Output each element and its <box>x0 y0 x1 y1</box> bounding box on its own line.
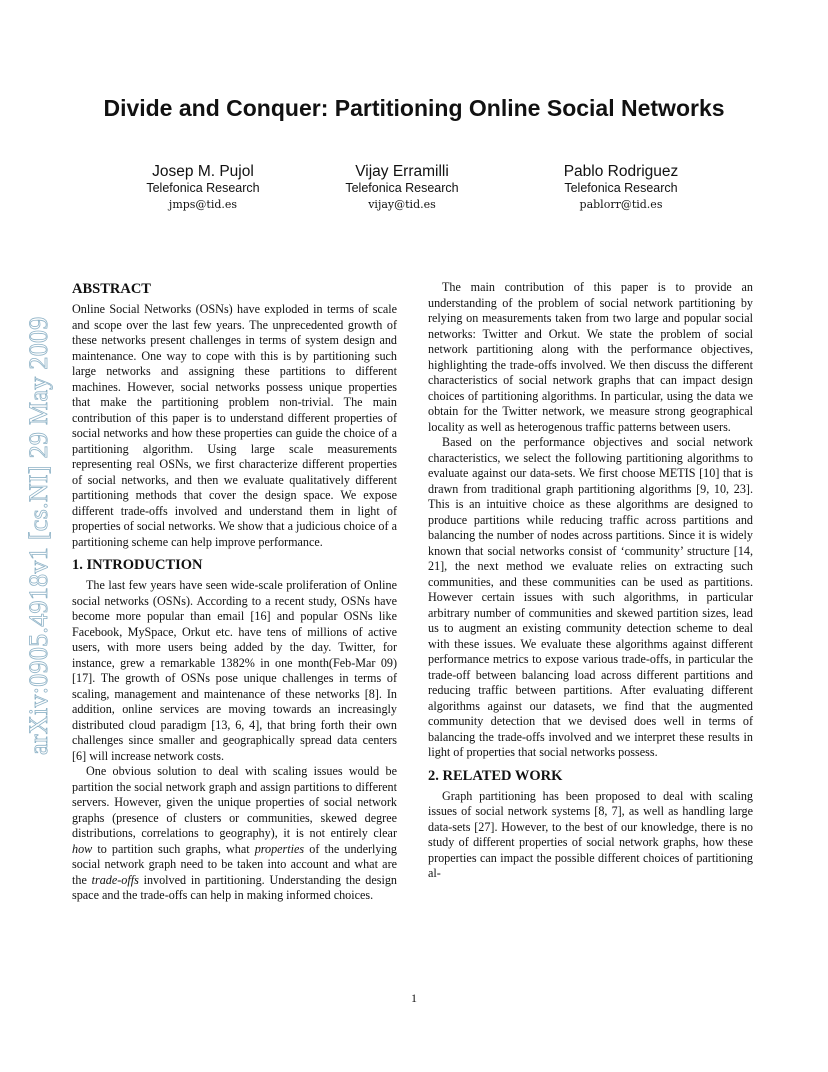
abstract-heading: ABSTRACT <box>72 281 151 297</box>
author-email: jmps@tid.es <box>168 198 238 211</box>
author-affiliation: Telefonica Research <box>564 181 678 195</box>
page-number: 1 <box>411 991 417 1005</box>
author-1 <box>93 162 313 213</box>
author-name: Vijay Erramilli <box>355 163 449 180</box>
intro-paragraph-4: Based on the performance objectives and social network characteristics, we select the following partitioning algorithms to evaluate against our data-sets. We first choose METIS [10] that is drawn from traditional graph partitioning algorithms [9, 10, 23]. This is an intuitive choice as these algorithms are designed to produce partitions while reducing traffic across partitions and balancing the number of nodes across partitions. Since it is widely known that social networks consist of ‘community’ structure [14, 21], the next method we evaluate relies on extracting such communities, and these communities can be used as partitions. However certain issues with such algorithms, in particular arbitrary number of communities and skewed partition sizes, lead us to augment an existing community detection scheme to deal with these issues. We evaluate these algorithms against different performance metrics to expose various trade-offs, in particular the trade-off between balancing load across different partitions and reducing traffic between partitions. After evaluating different algorithms against our datasets, we find that the augmented community detection that we devised does well in terms of balancing the trade-offs involved and we interpret these results in light of properties that social networks possess. <box>428 435 753 759</box>
author-affiliation: Telefonica Research <box>146 181 260 195</box>
left-column <box>72 280 397 904</box>
introduction-heading: 1. INTRODUCTION <box>72 557 203 573</box>
author-email: pablorr@tid.es <box>579 198 663 211</box>
related-work-heading: 2. RELATED WORK <box>428 767 563 784</box>
paper-title: Divide and Conquer: Partitioning Online Social Networks <box>103 95 725 121</box>
arxiv-stamp: arXiv:0905.4918v1 [cs.NI] 29 May 2009 <box>24 316 53 755</box>
author-3 <box>511 162 731 213</box>
intro-paragraph-1: The last few years have seen wide-scale proliferation of Online social networks (OSNs). According to a recent study, OSNs have become more popular than email [16] and popular OSNs like Facebook, MySpace, Orkut etc. have tens of millions of active users, with more users being added by the day. Twitter, for instance, grew a remarkable 1382% in one month(Feb-Mar 09) [17]. The growth of OSNs pose unique challenges in terms of scaling, management and maintenance of these networks [8]. In addition, online services are moving towards an increasingly distributed cloud paradigm [13, 6, 4], that bring forth their own challenges since smaller and geographically spread data centers [6] will increase network costs. <box>72 578 397 763</box>
author-email: vijay@tid.es <box>368 198 436 211</box>
abstract-text: Online Social Networks (OSNs) have exploded in terms of scale and scope over the last few years. The unprecedented growth of these networks present challenges in terms of system design and maintenance. One way to cope with this is by partitioning such large networks and assigning these partitions to different machines. However, social networks possess unique properties that make the partitioning problem non-trivial. The main contribution of this paper is to understand different properties of social networks and how these properties can guide the choice of a partitioning algorithm. Using large scale measurements representing real OSNs, we first characterize different properties of social networks, and then we evaluate qualitatively different partitioning methods that cover the design space. We expose different trade-offs involved and understand them in light of properties of social networks. We show that a judicious choice of a partitioning scheme can help improve performance. <box>72 302 397 549</box>
intro-paragraph-3: The main contribution of this paper is to provide an understanding of the problem of social network partitioning by relying on measurements taken from two large and popular social networks: Twitter and Orkut. We state the problem of social network partitioning along with the performance objectives, highlighting the trade-offs involved. We then discuss the different characteristics of social network graphs that can impact design choices of partitioning algorithms. In particular, using the data we obtain for the Twitter network, we measure strong geographical locality as well as heterogenous traffic patterns between users. <box>428 280 753 434</box>
author-affiliation: Telefonica Research <box>345 181 459 195</box>
author-2 <box>292 162 512 213</box>
related-work-paragraph-1: Graph partitioning has been proposed to deal with scaling issues of social network systems [8, 7], as well as handling large data-sets [27]. However, to the best of our knowledge, there is no study of different properties of social network graphs, how these properties can impact the possible different choices of partitioning al- <box>428 788 753 880</box>
right-column <box>428 280 753 882</box>
intro-paragraph-2: One obvious solution to deal with scaling issues would be partition the social network graph and assign partitions to different servers. However, given the unique properties of social network graphs (presence of clusters or communities, skewed degree distributions, correlations to geography), it is not entirely clear how to partition such graphs, what properties of the underlying social network graph need to be taken into account and what are the trade-offs involved in partitioning. Understanding the design space and the trade-offs can help in making informed choices. <box>72 764 397 902</box>
author-name: Pablo Rodriguez <box>563 163 679 180</box>
author-name: Josep M. Pujol <box>152 163 254 180</box>
